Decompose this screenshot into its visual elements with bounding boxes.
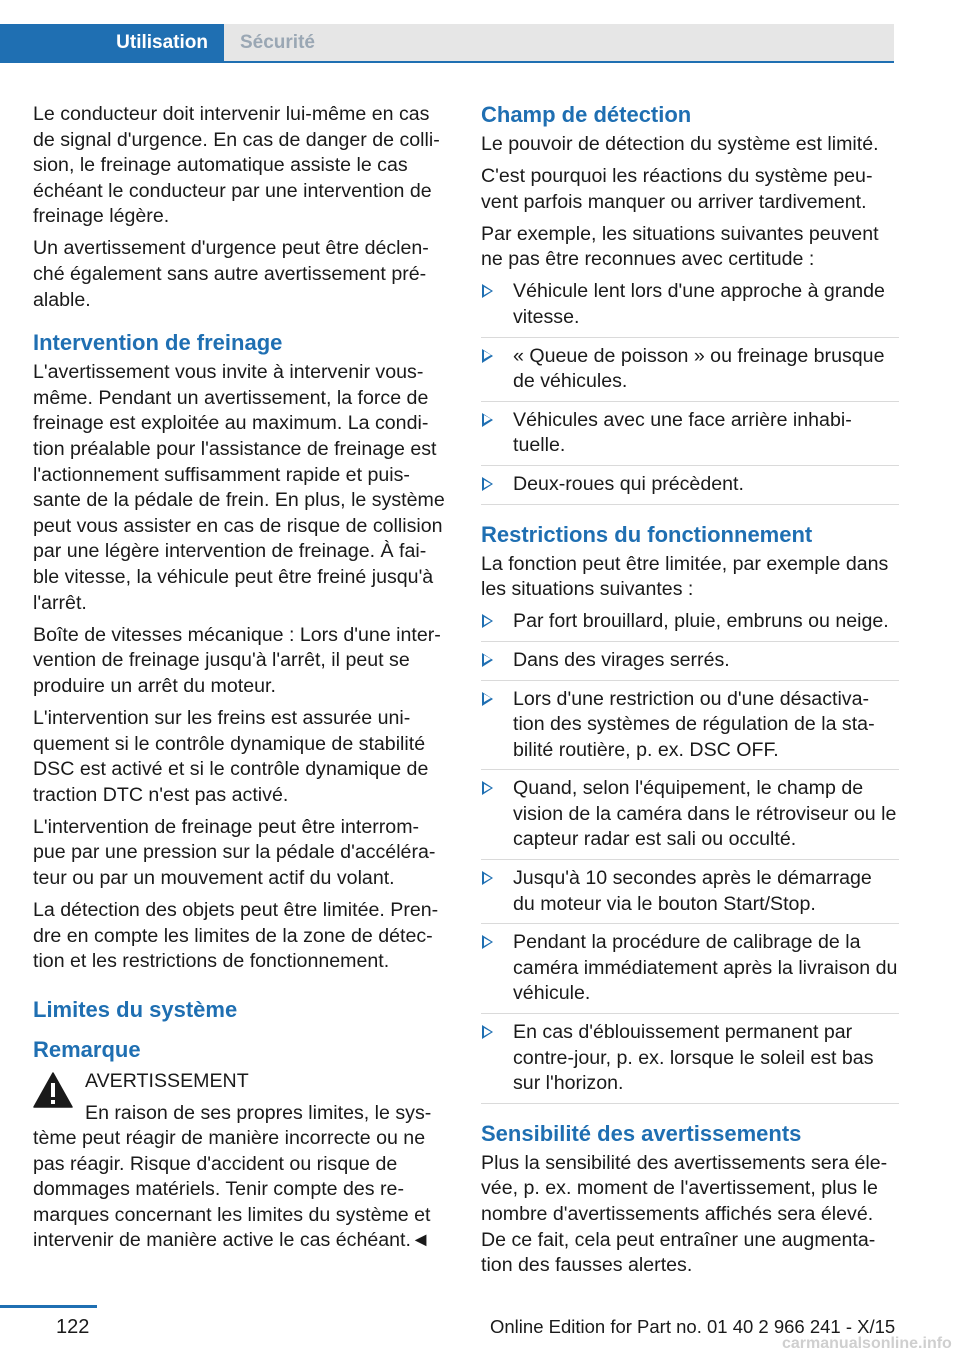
heading-champ-de-detection: Champ de détection (481, 102, 692, 127)
paragraph: Boîte de vitesses mécanique : Lors d'une inter-vention de freinage jusqu'à l'arrêt, il peut se produire un arrêt du moteur. (33, 623, 441, 697)
paragraph: C'est pourquoi les réactions du système peu-vent parfois manquer ou arriver tardivement. (481, 165, 873, 213)
paragraph: Un avertissement d'urgence peut être déclen-ché également sans autre avertissement pré-alable. (33, 237, 429, 311)
heading-limites-du-systeme: Limites du système (33, 996, 238, 1022)
warning-text: tème peut réagir de manière incorrecte ou ne pas réagir. Risque d'accident ou risque de dommages matériels. Tenir compte des re-marques concernant les limites du système et intervenir de manière active le cas échéant.◄ (33, 1127, 431, 1252)
paragraph: Le pouvoir de détection du système est limité. (481, 133, 879, 155)
heading-sensibilite-des-avertissements: Sensibilité des avertissements (481, 1120, 802, 1146)
bullet-triangle-icon (482, 413, 493, 427)
edition-note: Online Edition for Part no. 01 40 2 966 241 - X/15 (490, 1316, 896, 1337)
list-detection-situations (481, 279, 899, 504)
header-divider (0, 61, 894, 63)
bullet-triangle-icon (482, 1025, 493, 1039)
list-item: Pendant la procédure de calibrage de la caméra immédiatement après la livraison du véhicule. (481, 930, 899, 1014)
tab-securite[interactable]: Sécurité (224, 24, 894, 61)
header-bar (0, 0, 960, 64)
list-item: Jusqu'à 10 secondes après le démarrage du moteur via le bouton Start/Stop. (481, 866, 899, 924)
paragraph: La détection des objets peut être limitée. Pren-dre en compte les limites de la zone de détec-tion et les restrictions de fonctionnement. (33, 899, 439, 973)
bullet-triangle-icon (482, 614, 493, 628)
watermark: carmanualsonline.info (782, 1335, 952, 1352)
footer-divider (0, 1305, 97, 1308)
warning-text-first-line: En raison de ses propres limites, le sys- (85, 1101, 432, 1124)
paragraph: Le conducteur doit intervenir lui-même en cas de signal d'urgence. En cas de danger de colli-sion, le freinage automatique assiste le cas échéant le conducteur par une intervention de freinage légère. (33, 103, 440, 228)
bullet-triangle-icon (482, 692, 493, 706)
heading-restrictions-du-fonctionnement: Restrictions du fonctionnement (481, 521, 813, 547)
list-item: Quand, selon l'équipement, le champ de vision de la caméra dans le rétroviseur ou le capteur radar est sali ou occulté. (481, 776, 899, 860)
list-item: « Queue de poisson » ou freinage brusque de véhicules. (481, 344, 899, 402)
bullet-triangle-icon (482, 871, 493, 885)
paragraph: Plus la sensibilité des avertissements sera éle-vée, p. ex. moment de l'avertissement, plus le nombre d'avertissements affichés sera élevé. De ce fait, cela peut entraîner une augmenta-tion des fausses alertes. (481, 1151, 888, 1277)
list-item: Dans des virages serrés. (481, 648, 899, 681)
list-item: Par fort brouillard, pluie, embruns ou neige. (481, 609, 899, 642)
paragraph: L'intervention de freinage peut être interrom-pue par une pression sur la pédale d'accéléra-teur ou par un mouvement actif du volant. (33, 815, 436, 890)
list-item: En cas d'éblouissement permanent par contre-jour, p. ex. lorsque le soleil est bas sur l'horizon. (481, 1020, 899, 1104)
list-item: Véhicules avec une face arrière inhabi-tuelle. (481, 408, 899, 466)
warning-triangle-icon (33, 1072, 73, 1108)
paragraph: L'avertissement vous invite à intervenir vous-même. Pendant un avertissement, la force de freinage est exploitée au maximum. La condi-tion préalable pour l'assistance de freinage est l'actionnement suffisamment rapide et puis-sante de la pédale de frein. En plus, le système peut vous assister en cas de risque de collision par une légère intervention de freinage. À fai-ble vitesse, la véhicule peut être freiné jusqu'à l'arrêt. (33, 361, 445, 614)
list-restrictions (481, 609, 899, 1104)
bullet-triangle-icon (482, 781, 493, 795)
bullet-triangle-icon (482, 477, 493, 491)
heading-intervention-de-freinage: Intervention de freinage (33, 330, 283, 356)
paragraph: La fonction peut être limitée, par exemple dans les situations suivantes : (481, 552, 889, 601)
bullet-triangle-icon (482, 935, 493, 949)
bullet-triangle-icon (482, 284, 493, 298)
list-item: Lors d'une restriction ou d'une désactiva-tion des systèmes de régulation de la sta-bilité routière, p. ex. DSC OFF. (481, 687, 899, 771)
page-number: 122 (56, 1316, 90, 1338)
heading-remarque: Remarque (33, 1036, 141, 1062)
left-column (33, 102, 451, 1254)
list-item: Véhicule lent lors d'une approche à grande vitesse. (481, 279, 899, 337)
list-item: Deux-roues qui précèdent. (481, 472, 899, 505)
bullet-triangle-icon (482, 653, 493, 667)
paragraph: Par exemple, les situations suivantes peuvent ne pas être reconnues avec certitude : (481, 222, 879, 271)
paragraph: L'intervention sur les freins est assurée uni-quement si le contrôle dynamique de stabilité DSC est activé et si le contrôle dynamique de traction DTC n'est pas activé. (33, 706, 429, 806)
right-column (481, 102, 899, 1285)
warning-title: AVERTISSEMENT (85, 1069, 249, 1092)
warning-block (33, 1069, 451, 1254)
tab-utilisation[interactable]: Utilisation (0, 24, 224, 61)
bullet-triangle-icon (482, 349, 493, 363)
